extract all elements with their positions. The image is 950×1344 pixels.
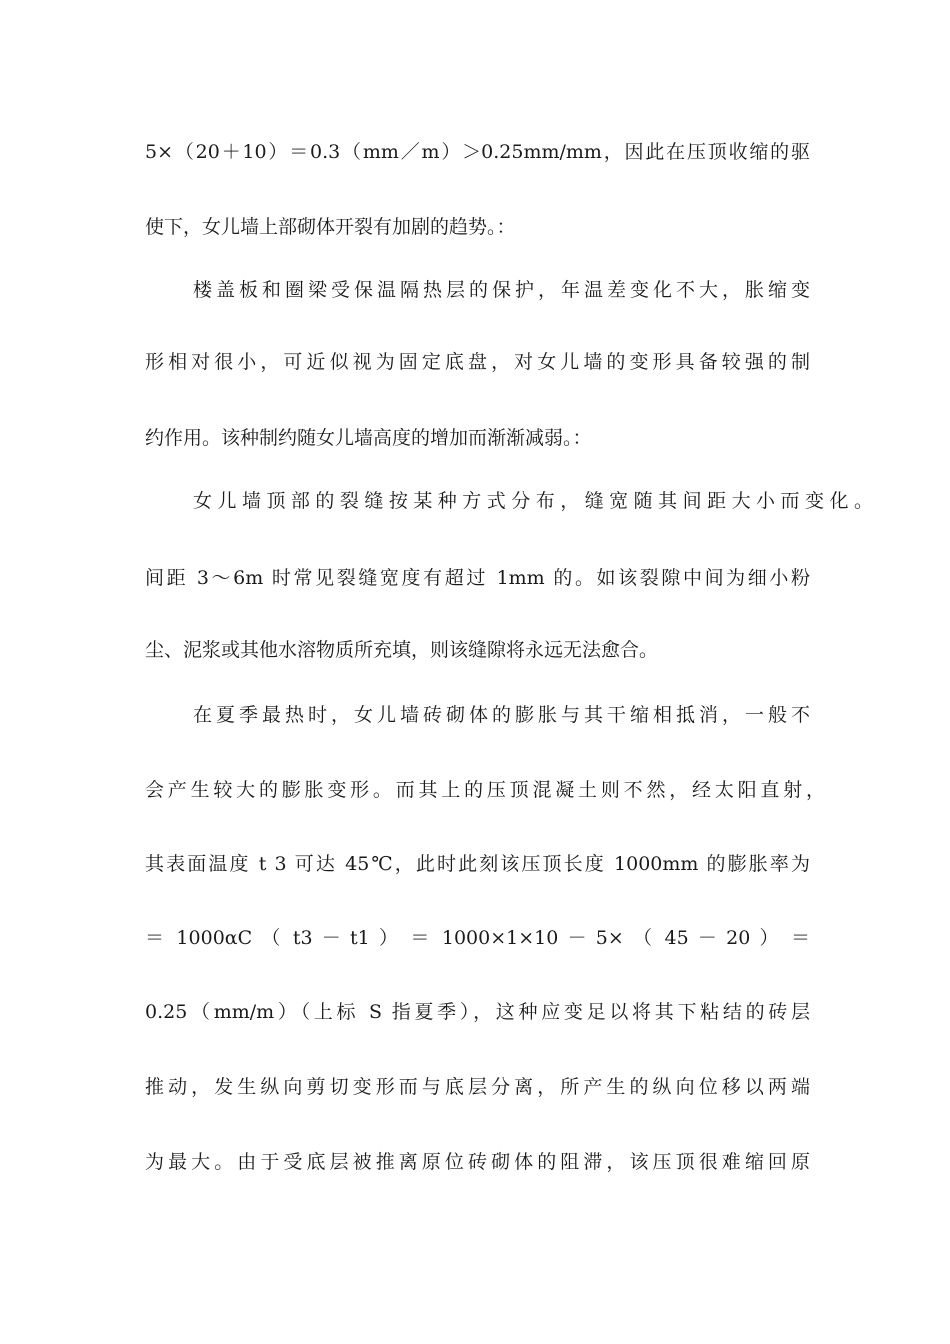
text-line-15: 为最大。由于受底层被推离原位砖砌体的阻滞，该压顶很难缩回原 xyxy=(145,1151,810,1173)
text-line-11: 其表面温度 t 3 可达 45℃，此时此刻该压顶长度 1000mm 的膨胀率为 xyxy=(145,853,810,875)
text-line-13: 0.25（mm/m）（上标 S 指夏季），这种应变足以将其下粘结的砖层 xyxy=(145,1001,810,1023)
text-line-1: 5×（20＋10）＝0.3（mm／m）＞0.25mm/mm，因此在压顶收缩的驱 xyxy=(145,141,810,163)
text-line-3: 楼盖板和圈梁受保温隔热层的保护，年温差变化不大，胀缩变 xyxy=(193,279,810,301)
text-line-4: 形相对很小，可近似视为固定底盘，对女儿墙的变形具备较强的制 xyxy=(145,351,810,373)
text-line-14: 推动，发生纵向剪切变形而与底层分离，所产生的纵向位移以两端 xyxy=(145,1076,810,1098)
text-line-12: ＝ 1000αC （ t3 － t1 ） ＝ 1000×1×10 － 5× （ 45 － 20 ） ＝ xyxy=(145,927,810,949)
text-line-2: 使下，女儿墙上部砌体开裂有加剧的趋势。： xyxy=(145,216,516,238)
text-line-5: 约作用。该种制约随女儿墙高度的增加而渐渐减弱。： xyxy=(145,427,592,449)
text-line-8: 尘、泥浆或其他水溶物质所充填，则该缝隙将永远无法愈合。 xyxy=(145,639,659,661)
text-line-7: 间距 3～6m 时常见裂缝宽度有超过 1mm 的。如该裂隙中间为细小粉 xyxy=(145,567,810,589)
text-line-6: 女儿墙顶部的裂缝按某种方式分布，缝宽随其间距大小而变化。 xyxy=(193,490,873,512)
text-line-9: 在夏季最热时，女儿墙砖砌体的膨胀与其干缩相抵消，一般不 xyxy=(193,704,810,726)
text-line-10: 会产生较大的膨胀变形。而其上的压顶混凝土则不然，经太阳直射， xyxy=(145,779,825,801)
